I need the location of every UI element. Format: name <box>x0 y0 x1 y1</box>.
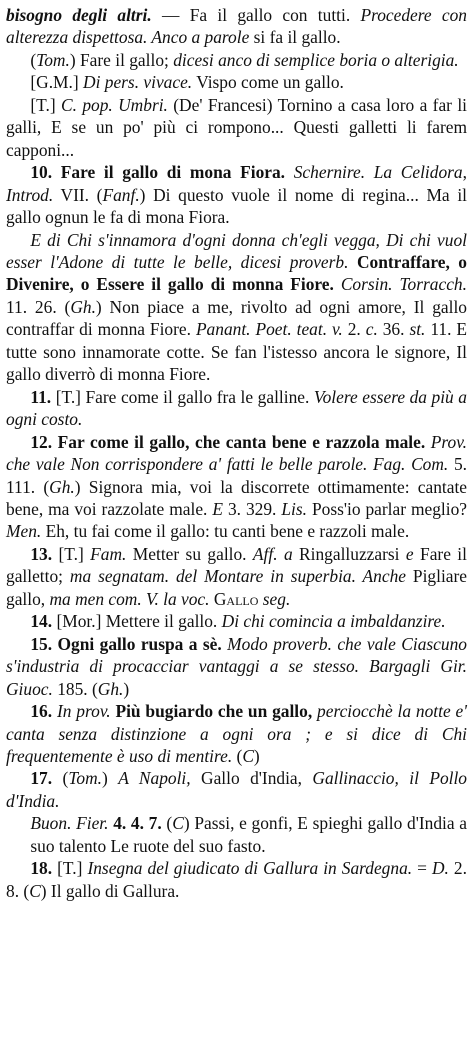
text-segment: Gallo d'India, <box>190 768 313 789</box>
text-segment: 18. <box>30 858 53 879</box>
text-segment: [Mor.] Mettere il gallo. <box>52 611 222 632</box>
text-segment: Gh. <box>49 476 75 497</box>
text-segment: Gh. <box>97 678 124 699</box>
dictionary-paragraph <box>6 4 467 49</box>
text-segment: ( <box>52 768 69 789</box>
text-segment: ma men com. V. la voc. <box>49 588 210 609</box>
text-segment: 13. <box>30 543 53 564</box>
text-segment: Eh, tu fai come il gallo: tu canti bene e razzoli male. <box>41 521 410 542</box>
text-segment: In prov. <box>56 701 111 722</box>
dictionary-paragraph <box>6 386 467 431</box>
text-segment: 3. 329. <box>222 498 282 519</box>
text-segment: = <box>412 858 432 879</box>
text-segment: ) <box>102 768 119 789</box>
text-segment <box>334 274 341 294</box>
text-segment: Di pers. vivace. <box>83 72 193 93</box>
text-segment: 10. Fare il gallo di mona Fiora. <box>30 162 286 183</box>
text-segment <box>285 162 294 182</box>
text-segment: ) <box>123 678 130 699</box>
text-segment: Panant. Poet. teat. v. <box>195 319 343 340</box>
text-segment: 11. E tutte sono innamorate cotte. Se fan l'istesso ancora le signore, Il gallo diverrò di monna Fiore. <box>6 319 467 385</box>
dictionary-paragraph <box>6 767 467 812</box>
text-segment: ( <box>232 745 243 766</box>
text-segment: seg. <box>262 588 291 609</box>
text-segment: bisogno degli altri. <box>6 5 152 25</box>
text-segment: e <box>405 543 414 564</box>
text-segment: [T.] Fare come il gallo fra le galline. <box>51 386 314 407</box>
text-segment: st. <box>409 319 426 340</box>
text-segment: ) Non piace a me, rivolto ad ogni amore, Il gallo contraffar di monna Fiore. <box>6 296 467 340</box>
text-segment <box>348 252 356 272</box>
text-segment: ) Signora mia, voi la discorrete ottimamente: cantate bene, ma voi razzolate male. <box>6 476 468 519</box>
dictionary-paragraph <box>6 857 467 902</box>
text-segment: Introd. <box>6 184 54 205</box>
text-segment: 2. 8. ( <box>6 858 467 901</box>
text-segment: C <box>172 813 184 834</box>
text-segment: 4. 4. 7. <box>113 813 162 834</box>
dictionary-paragraph <box>6 543 467 610</box>
text-segment: 17. <box>30 768 53 789</box>
dictionary-paragraph <box>6 700 467 767</box>
text-segment: Lis. <box>281 498 307 519</box>
dictionary-paragraph <box>6 229 467 386</box>
text-segment: 14. <box>30 611 53 632</box>
dictionary-paragraph <box>30 812 467 857</box>
text-segment: 5. 111. ( <box>6 454 468 497</box>
text-segment: C. pop. Umbri. <box>61 94 168 115</box>
text-segment: dicesi anco di semplice boria o alterigia. <box>173 49 459 70</box>
dictionary-paragraph <box>6 49 467 71</box>
text-segment: Tom. <box>68 768 102 789</box>
dictionary-paragraph <box>6 71 467 93</box>
text-segment: 185. ( <box>52 678 98 699</box>
text-segment: Poss'io parlar meglio? <box>306 498 468 519</box>
text-segment: VII. ( <box>53 184 103 205</box>
text-segment: 15. Ogni gallo ruspa a sè. <box>30 633 222 654</box>
text-segment: [T.] <box>30 94 61 115</box>
text-segment: 16. <box>30 701 53 722</box>
text-segment: Di chi comincia a imbaldanzire. <box>221 611 446 632</box>
dictionary-paragraph <box>6 610 467 632</box>
text-segment: Procedere con alterezza dispettosa. Anco a parole <box>6 5 468 48</box>
text-segment: Metter su gallo. <box>126 543 253 564</box>
text-segment: 36. <box>377 319 410 340</box>
text-segment: ) Fare il gallo; <box>69 49 174 70</box>
text-segment: 2. <box>342 319 366 340</box>
text-segment: [T.] <box>52 858 88 879</box>
text-segment: 11. 26. ( <box>6 296 71 317</box>
text-segment: (De' Francesi) Tornino a casa loro a far li galli, E se un po' più ci rompono... Questi galletti li farem capponi... <box>6 94 467 160</box>
text-segment: ma segnatam. del Montare in superbia. Anche <box>69 566 406 587</box>
text-segment: ) Di questo vuole il nome di regina... Ma il gallo ognun le fa di mona Fiora. <box>6 184 467 228</box>
text-segment: Buon. Fier. <box>30 813 109 834</box>
text-segment: c. <box>365 319 378 340</box>
text-segment: Contraffare, o Divenire, o Essere il gallo di monna Fiore. <box>6 251 467 295</box>
text-segment: si fa il gallo. <box>249 27 341 48</box>
dictionary-paragraph <box>6 633 467 700</box>
text-segment: ( <box>161 813 173 834</box>
text-segment: Fare il galletto; <box>6 543 467 587</box>
text-segment: E di Chi s'innamora d'ogni donna ch'egli vegga, Di chi vuol esser l'Adone di tutte le belle, dicesi proverb. <box>6 229 467 272</box>
text-segment: [T.] <box>52 543 91 564</box>
text-segment: Prov. che vale Non corrispondere a' fatti le belle parole. Fag. Com. <box>6 431 467 475</box>
text-segment: [G.M.] <box>30 72 84 93</box>
text-segment: Insegna del giudicato di Gallura in Sardegna. <box>87 858 413 879</box>
text-segment: ) Passi, e gonfi, E spieghi gallo d'India a suo talento Le ruote del suo fasto. <box>30 813 468 856</box>
text-segment: C <box>29 880 41 901</box>
dictionary-paragraph <box>6 431 467 543</box>
text-segment: Gh. <box>70 296 96 317</box>
text-segment: E <box>212 498 223 519</box>
text-segment: C <box>242 745 254 766</box>
text-segment: Tom. <box>36 49 70 70</box>
text-segment: Vispo come un gallo. <box>192 72 344 93</box>
text-segment: 12. Far come il gallo, che canta bene e razzola male. <box>30 431 426 452</box>
text-segment: Men. <box>6 521 42 542</box>
text-segment: Fanf. <box>102 184 140 205</box>
text-segment: perciocchè la notte e' canta senza distinzione a ogni ora ; e si dice di Chi frequentemente è uso di mentire. <box>6 701 467 766</box>
text-segment: — Fa il gallo con tutti. <box>151 5 361 25</box>
text-segment: Fam. <box>90 543 127 564</box>
text-segment: Schernire. La Celidora <box>293 162 463 183</box>
text-segment: A Napoli, <box>118 768 191 789</box>
text-segment: Corsin. Torracch. <box>340 274 467 295</box>
text-segment: 11. <box>30 386 52 407</box>
text-segment: Ringalluzzarsi <box>292 543 406 564</box>
text-segment: , <box>462 162 467 183</box>
dictionary-paragraph <box>6 161 467 228</box>
text-segment: Pigliare gallo, <box>6 566 467 609</box>
text-segment: ) <box>253 745 260 766</box>
text-segment: Gallinaccio, il Pollo d'India. <box>6 768 467 811</box>
text-segment: D. <box>431 858 449 879</box>
dictionary-paragraph <box>6 94 467 161</box>
text-segment: Modo proverb. che vale Ciascuno s'industria di procacciar vantaggi a se stesso. Bargagli Gir. Giuoc. <box>6 633 467 699</box>
text-segment: ) Il gallo di Gallura. <box>40 880 180 901</box>
text-segment: Più bugiardo che un gallo, <box>115 701 313 722</box>
text-segment: Aff. a <box>252 543 293 564</box>
text-segment: Volere essere da più a ogni costo. <box>6 386 467 430</box>
text-segment: Gallo <box>213 588 259 609</box>
text-segment: ( <box>30 49 37 70</box>
